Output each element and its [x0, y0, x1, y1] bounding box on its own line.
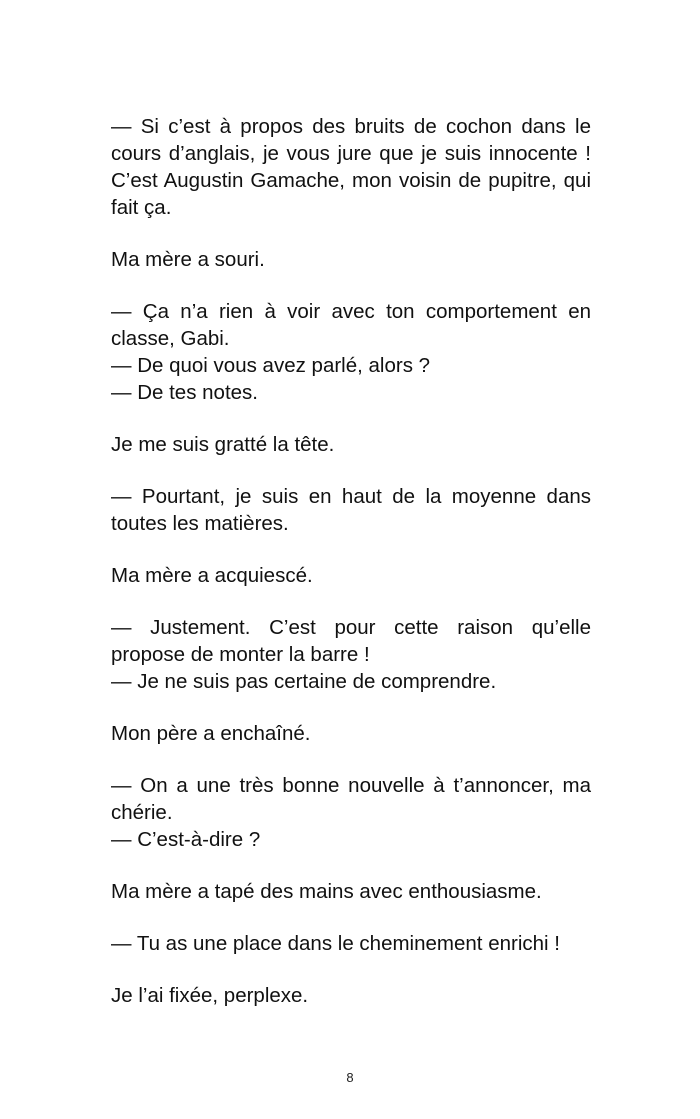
paragraph	[111, 246, 591, 273]
text-line: — De tes notes.	[111, 381, 258, 404]
text-line: Ma mère a acquiescé.	[111, 564, 313, 587]
text-line: — On a une très bonne nouvelle à t’annoncer, ma chérie.	[111, 774, 591, 824]
paragraph	[111, 982, 591, 1009]
page-body	[111, 113, 591, 1009]
text-line: — Ça n’a rien à voir avec ton comportement en classe, Gabi.	[111, 300, 591, 350]
text-line: Mon père a enchaîné.	[111, 722, 311, 745]
text-line: — De quoi vous avez parlé, alors ?	[111, 354, 431, 377]
paragraph	[111, 562, 591, 589]
paragraph	[111, 483, 591, 537]
text-line: Ma mère a tapé des mains avec enthousiasme.	[111, 880, 542, 903]
text-line: — Je ne suis pas certaine de comprendre.	[111, 670, 497, 693]
paragraph	[111, 878, 591, 905]
text-line: Je me suis gratté la tête.	[111, 433, 335, 456]
paragraph	[111, 930, 591, 957]
text-line: — Pourtant, je suis en haut de la moyenne dans toutes les matières.	[111, 485, 591, 535]
paragraph	[111, 720, 591, 747]
text-line: — C’est-à-dire ?	[111, 828, 261, 851]
paragraph	[111, 298, 591, 406]
page-number: 8	[346, 1070, 354, 1085]
text-line: Je l’ai fixée, perplexe.	[111, 984, 309, 1007]
paragraph	[111, 113, 591, 221]
text-line: — Justement. C’est pour cette raison qu’elle propose de monter la barre !	[111, 616, 591, 666]
paragraph	[111, 431, 591, 458]
paragraph	[111, 614, 591, 695]
text-line: Ma mère a souri.	[111, 248, 265, 271]
paragraph	[111, 772, 591, 853]
text-line: — Tu as une place dans le cheminement enrichi !	[111, 932, 560, 955]
text-line: — Si c’est à propos des bruits de cochon dans le cours d’anglais, je vous jure que je suis innocente ! C’est Augustin Gamache, mon voisin de pupitre, qui fait ça.	[111, 115, 591, 219]
